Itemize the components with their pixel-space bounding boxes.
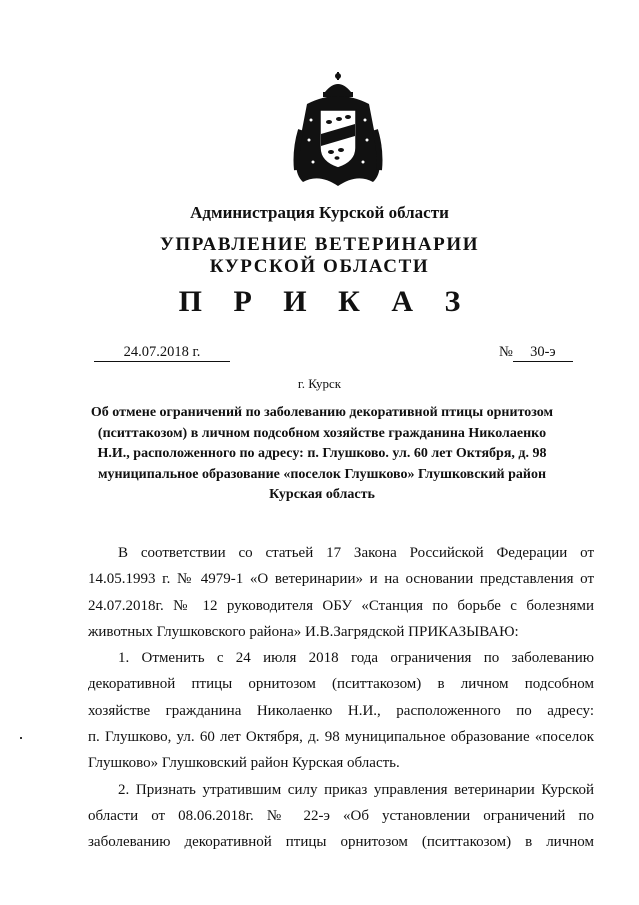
department-title-line2: КУРСКОЙ ОБЛАСТИ (209, 256, 430, 277)
body-line: 1. Отменить с 24 июля 2018 года ограничения по заболеванию (118, 650, 594, 667)
coat-of-arms-emblem (287, 70, 389, 190)
subject-line: (пситтакозом) в личном подсобном хозяйстве гражданина Николаенко (97, 425, 547, 441)
document-type-title: П Р И К А З (178, 285, 473, 318)
administration-name: Администрация Курской области (190, 203, 449, 222)
body-line: В соответствии со статьей 17 Закона Российской Федерации от (118, 545, 594, 561)
body-line: области от 08.06.2018г. № 22-э «Об установлении ограничений по (88, 807, 594, 824)
body-line: Глушково» Глушковский район Курская область. (88, 755, 400, 772)
subject-line: Н.И., расположенного по адресу: п. Глушково. ул. 60 лет Октября, д. 98 (97, 446, 547, 461)
subject-line: Об отмене ограничений по заболеванию декоративной птицы орнитозом (90, 405, 554, 420)
scan-speck (20, 737, 22, 739)
order-body (88, 540, 594, 856)
subject-line: муниципальное образование «поселок Глушково» Глушковский район (97, 466, 547, 482)
body-line: 2. Признать утратившим силу приказ управления ветеринарии Курской (118, 781, 594, 798)
order-subject (88, 403, 556, 506)
department-title-line1: УПРАВЛЕНИЕ ВЕТЕРИНАРИИ (159, 234, 480, 255)
body-line: п. Глушково, ул. 60 лет Октября, д. 98 муниципальное образование «поселок (88, 729, 594, 746)
number-value: 30-э (513, 344, 573, 362)
body-line: декоративной птицы орнитозом (пситтакозом) в личном подсобном (88, 676, 594, 693)
body-line: 24.07.2018г. № 12 руководителя ОБУ «Станция по борьбе с болезнями (88, 597, 594, 614)
body-line: животных Глушковского района» И.В.Загрядской ПРИКАЗЫВАЮ: (88, 623, 519, 640)
order-number (499, 344, 573, 362)
number-label: № (499, 344, 513, 360)
body-line: 14.05.1993 г. № 4979-1 «О ветеринарии» и на основании представления от (88, 571, 594, 588)
body-line: заболеванию декоративной птицы орнитозом (пситтакозом) в личном (88, 834, 594, 851)
city: г. Курск (297, 376, 342, 391)
order-date: 24.07.2018 г. (94, 344, 230, 362)
subject-line: Курская область (269, 487, 375, 502)
body-line: хозяйстве гражданина Николаенко Н.И., расположенного по адресу: (88, 702, 594, 719)
